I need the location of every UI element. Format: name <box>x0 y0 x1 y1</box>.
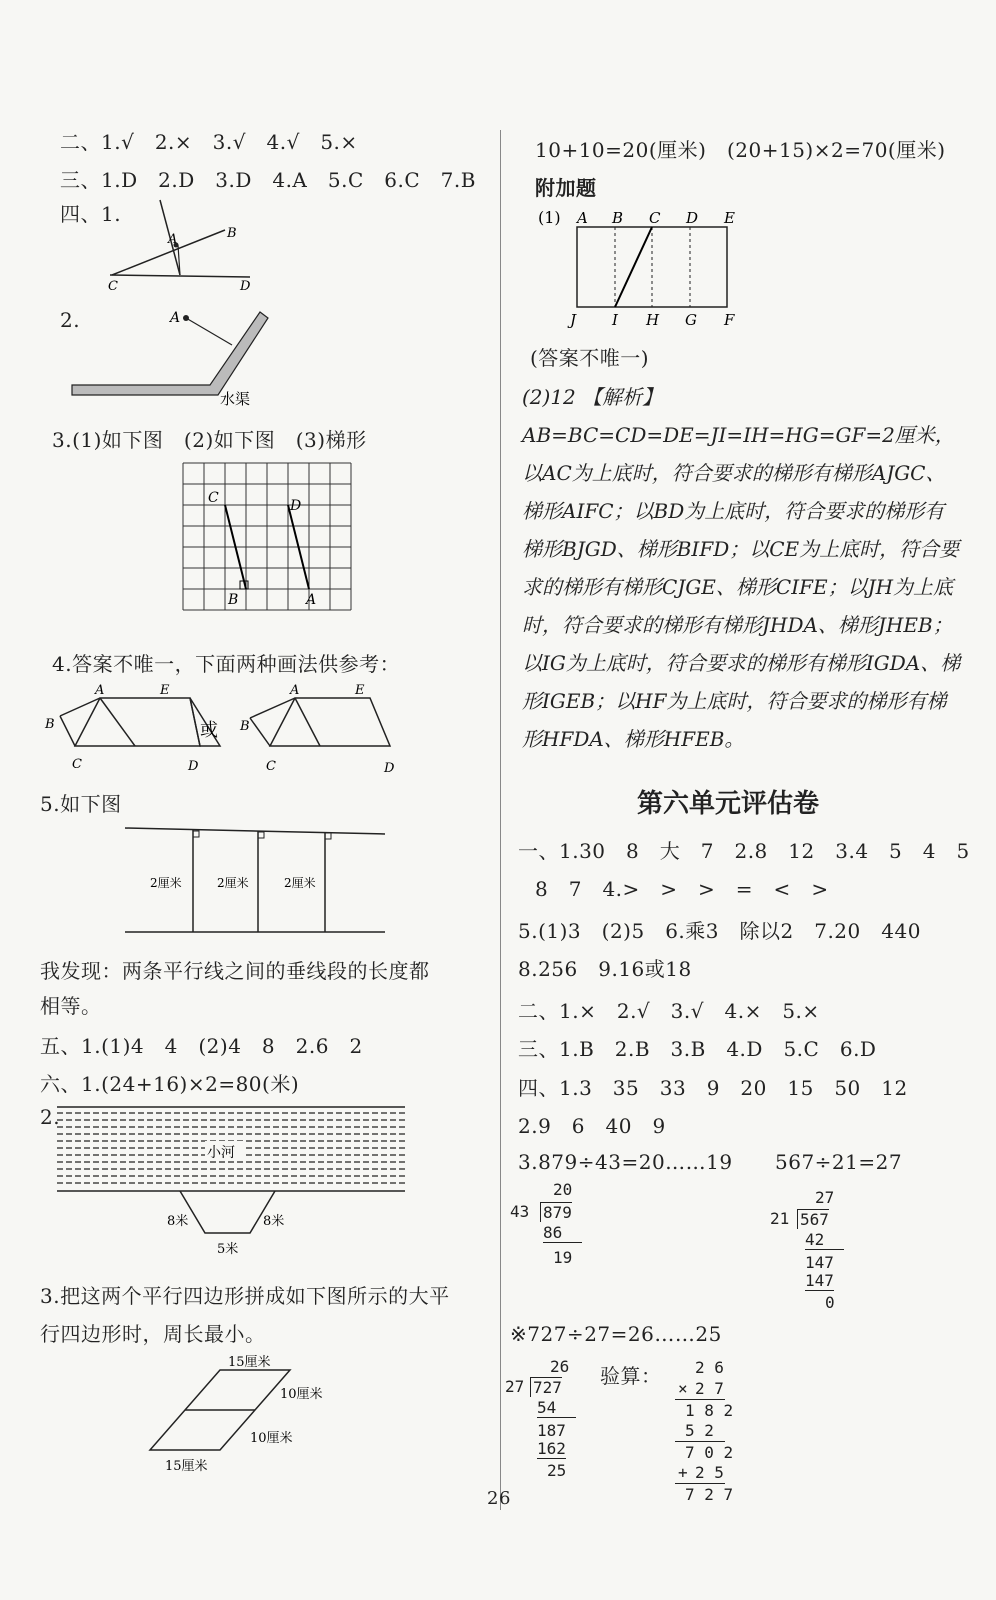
length-label: 15厘米 <box>165 1459 208 1474</box>
label-bottom: J <box>570 311 577 329</box>
label-E: E <box>355 683 365 698</box>
length-label: 2厘米 <box>284 876 316 890</box>
figure-shapes <box>40 678 420 788</box>
side-label: 8米 <box>263 1214 285 1229</box>
bottom-label: 5米 <box>217 1242 239 1257</box>
product: 162 <box>537 1439 566 1458</box>
answer-line: 一、1.30 8 大 7 2.8 12 3.4 5 4 5 <box>518 839 970 863</box>
explanation-paragraph: (2)12 【解析】AB=BC=CD=DE=JI=IH=HG=GF=2厘米，以AC为上底时，符合要求的梯形有梯形AJGC、梯形AIFC；以BD为上底时，符合要求的梯形有梯形BJGD、梯形BIFD；以CE为上底时，符合要求的梯形有梯形CJGE、梯形CIFE；以JH为上底时，符合要求的梯形有梯形JHDA、梯形JHEB；以IG为上底时，符合要求的梯形有梯形IGDA、梯形IGEB；以HF为上底时，符合要求的梯形有梯形HFDA、梯形HFEB。 <box>522 385 961 751</box>
section-label: 附加题 <box>535 176 597 200</box>
figure-perpendicular <box>100 195 270 295</box>
label-C: C <box>208 490 219 506</box>
divisor: 27 <box>505 1377 525 1396</box>
item-number: (1) <box>538 208 561 227</box>
answer-line: 567÷21=27 <box>775 1150 903 1174</box>
label-A: A <box>170 310 181 326</box>
quotient: 26 <box>550 1357 570 1376</box>
figure-canal <box>70 300 290 410</box>
label-B: B <box>45 717 55 732</box>
remainder: 25 <box>547 1461 567 1480</box>
answer-line: 五、1.(1)4 4 (2)4 8 2.6 2 <box>40 1034 363 1058</box>
operator: × <box>678 1379 688 1398</box>
label-A: A <box>95 683 105 698</box>
answer-line: 我发现：两条平行线之间的垂线段的长度都 <box>40 959 430 983</box>
answer-line: 5.(1)3 (2)5 6.乘3 除以2 7.20 440 <box>518 919 921 943</box>
answer-line: 四、1.3 35 33 9 20 15 50 12 <box>518 1076 908 1100</box>
answer-line: ※727÷27=26……25 <box>510 1322 722 1346</box>
quotient: 20 <box>553 1180 573 1199</box>
answer-line: 10+10=20(厘米) (20+15)×2=70(厘米) <box>535 138 946 162</box>
label-top: E <box>724 209 735 227</box>
divisor: 43 <box>510 1202 530 1221</box>
quotient: 27 <box>815 1188 835 1207</box>
length-label: 2厘米 <box>150 876 182 890</box>
parallel-lines-figure <box>120 820 390 940</box>
rule <box>675 1441 725 1442</box>
river-figure <box>55 1105 410 1265</box>
label-E: E <box>160 683 170 698</box>
answer-line: 相等。 <box>40 994 102 1018</box>
label-B: B <box>240 719 250 734</box>
product: 147 <box>805 1271 834 1290</box>
factor: 2 7 <box>695 1379 724 1398</box>
label-bottom: H <box>646 311 660 329</box>
answer-line: 2. <box>40 1105 61 1129</box>
answer-line: 四、1. <box>60 202 122 226</box>
dividend: 567 <box>797 1209 829 1229</box>
label-B: B <box>228 592 239 608</box>
answer-line: 8.256 9.16或18 <box>518 957 692 981</box>
grid-figure <box>180 460 360 620</box>
answer-line: 六、1.(24+16)×2=80(米) <box>40 1072 300 1096</box>
answer-line: 三、1.D 2.D 3.D 4.A 5.C 6.C 7.B <box>60 168 476 192</box>
middle: 147 <box>805 1253 834 1272</box>
product: 54 <box>537 1398 576 1418</box>
river-label: 小河 <box>207 1145 235 1161</box>
partial-product: 5 2 <box>685 1421 714 1440</box>
label-D: D <box>384 761 395 776</box>
dividend: 879 <box>540 1202 572 1222</box>
label-A: A <box>168 232 178 247</box>
section-heading: 第六单元评估卷 <box>637 789 820 819</box>
label-C: C <box>108 279 118 294</box>
answer-line: 3.879÷43=20……19 <box>518 1150 733 1174</box>
dividend: 727 <box>530 1377 562 1397</box>
answer-line: 2. <box>60 308 81 332</box>
answer-line: 3.把这两个平行四边形拼成如下图所示的大平 <box>40 1284 450 1308</box>
answer-line: 二、1.× 2.√ 3.√ 4.× 5.× <box>518 999 820 1023</box>
label-D: D <box>290 498 302 514</box>
label-bottom: I <box>612 311 618 329</box>
label-top: D <box>686 209 699 227</box>
label-D: D <box>188 759 199 774</box>
answer-line: 5.如下图 <box>40 792 122 816</box>
label-C: C <box>72 757 82 772</box>
answer-line: 二、1.√ 2.× 3.√ 4.√ 5.× <box>60 130 358 154</box>
answer-line: (答案不唯一) <box>530 346 650 370</box>
middle: 187 <box>537 1421 566 1440</box>
parallelogram-figure <box>140 1350 360 1480</box>
answer-line: 3.(1)如下图 (2)如下图 (3)梯形 <box>52 428 367 452</box>
label-C: C <box>266 759 276 774</box>
length-label: 10厘米 <box>280 1387 323 1402</box>
operator: + <box>678 1463 688 1482</box>
product: 42 <box>805 1230 844 1250</box>
page-number: 26 <box>487 1488 511 1509</box>
check-label: 验算： <box>600 1364 662 1388</box>
label-top: A <box>577 209 588 227</box>
remainder: 19 <box>553 1248 573 1267</box>
sum: 7 2 7 <box>685 1485 734 1504</box>
length-label: 10厘米 <box>250 1431 293 1446</box>
rule <box>675 1399 725 1400</box>
length-label: 2厘米 <box>217 876 249 890</box>
factor: 2 6 <box>695 1358 724 1377</box>
length-label: 15厘米 <box>228 1355 271 1370</box>
answer-line: 行四边形时，周长最小。 <box>40 1322 266 1346</box>
partial-product: 1 8 2 <box>685 1401 734 1420</box>
answer-line: 8 7 4.> > > = < > <box>535 877 829 901</box>
label-A: A <box>306 592 317 608</box>
or-label: 或 <box>200 720 218 741</box>
label-bottom: G <box>685 311 697 329</box>
answer-line: 2.9 6 40 9 <box>518 1114 666 1138</box>
remainder: 0 <box>825 1293 835 1312</box>
canal-label: 水渠 <box>220 390 251 408</box>
answer-line: 4.答案不唯一，下面两种画法供参考： <box>52 652 401 676</box>
rectangle-figure <box>530 205 780 330</box>
label-D: D <box>240 279 251 294</box>
label-A: A <box>290 683 300 698</box>
addend: 2 5 <box>695 1463 724 1482</box>
label-bottom: F <box>724 311 735 329</box>
answer-line: 三、1.B 2.B 3.B 4.D 5.C 6.D <box>518 1037 877 1061</box>
product: 7 0 2 <box>685 1443 734 1462</box>
label-B: B <box>227 226 237 241</box>
divisor: 21 <box>770 1209 790 1228</box>
side-label: 8米 <box>167 1214 189 1229</box>
product: 86 <box>543 1223 582 1243</box>
label-top: C <box>649 209 661 227</box>
column-divider <box>500 130 501 1510</box>
rule <box>675 1483 725 1484</box>
label-top: B <box>612 209 624 227</box>
